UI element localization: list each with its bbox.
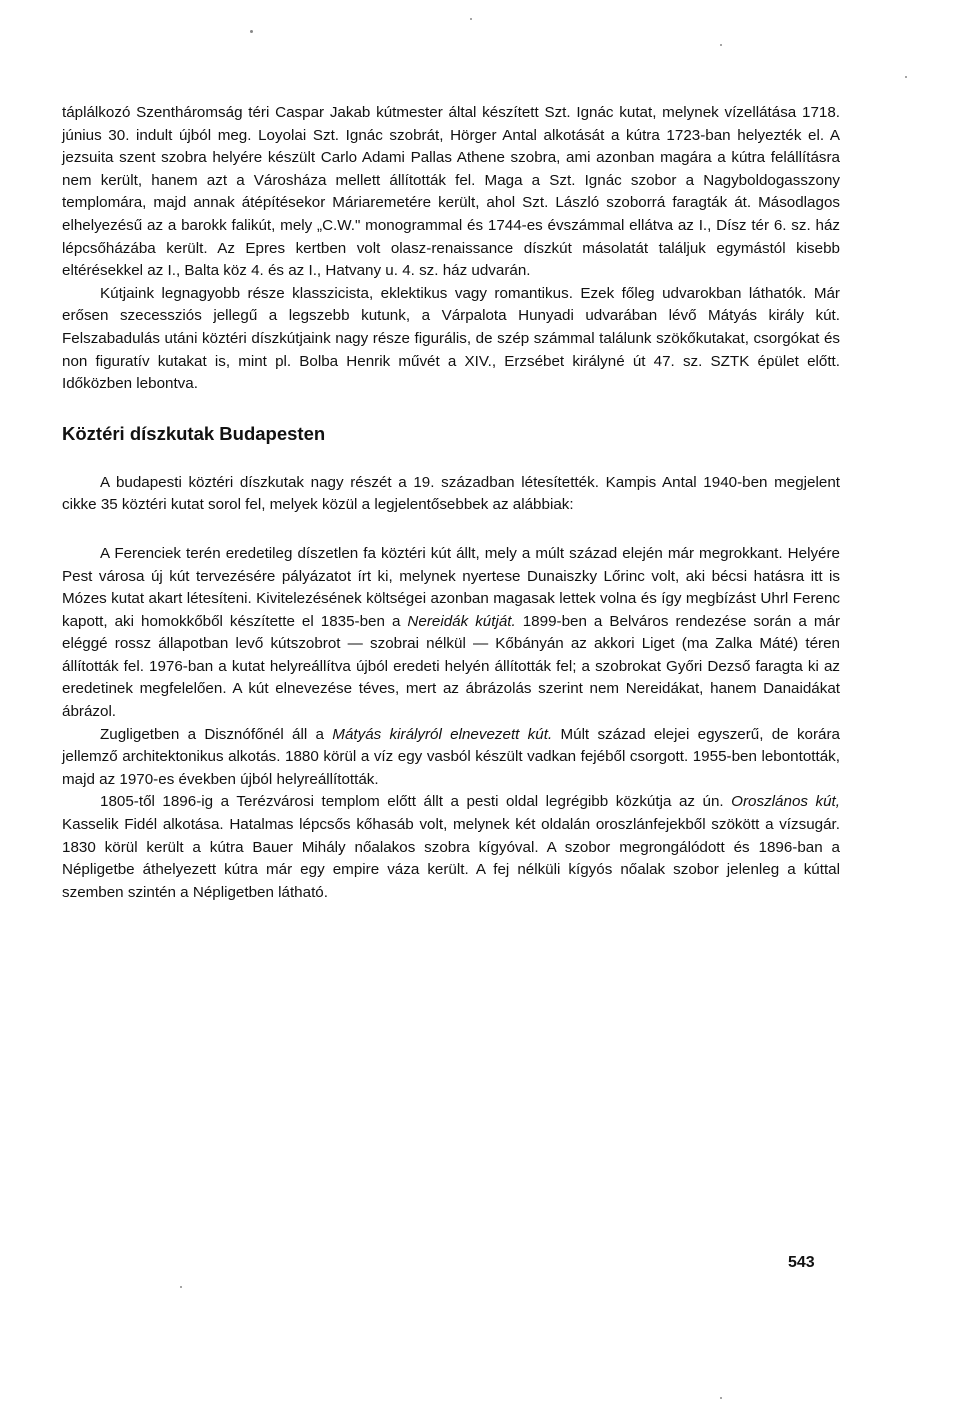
scan-speck [250, 30, 253, 33]
text-run: Múlt század elejei egyszerű, de korára jellemző architektonikus alkotás. 1880 körül a víz egy vasból készült vadkan fejéből csorgott. 1955-ben lebontották, majd az 1970-es években újból helyreállították. [62, 725, 840, 788]
scan-speck [905, 76, 907, 78]
scan-speck [720, 44, 722, 46]
body-paragraph: táplálkozó Szentháromság téri Caspar Jakab kútmester által készített Szt. Ignác kutat, melynek vízellátása 1718. június 30. indult újból meg. Loyolai Szt. Ignác szobrát, Hörger Antal alkotását a kútra 1723-ban helyezték el. A jezsuita szent szobra helyére készült Carlo Adami Pallas Athene szobra, ami azonban magára a kútra felállításra nem került, hanem azt a Városháza mellett állították fel. Maga a Szt. Ignác szobor a Nagyboldogasszony templomára, majd annak átépítésekor Máriaremetére került, ahol Szt. László szoborrá faragták át. Másodlagos elhelyezésű az a barokk falikút, mely „C.W." monogrammal és 1744-es évszámmal ellátva az I., Dísz tér 6. sz. ház lépcsőházába került. Az Epres kertben volt olasz-renaissance díszkút másolatát találjuk egymástól kisebb eltérésekkel az I., Balta köz 4. és az I., Hatvany u. 4. sz. ház udvarán. [62, 104, 840, 280]
intro-paragraph: A budapesti köztéri díszkutak nagy részét a 19. században létesítették. Kampis Antal 1940-ben megjelent cikke 35 köztéri kutat sorol fel, melyek közül a legjelentősebbek az alábbiak: [62, 473, 840, 514]
text-run: A Ferenciek terén eredetileg díszetlen fa köztéri kút állt, mely a múlt század elején már megrokkant. Helyére Pest városa új kút tervezésére pályázatot írt ki, melynek nyertese Dunaiszky Lőrinc volt, aki bécsi hatásra itt is Mózes kutat akart létesíteni. Kivitelezésének költségei azonban magasak lettek volna és így megbízást Uhrl Ferenc kapott, aki homokkőből készítette el 1835-ben a [62, 544, 840, 630]
text-run: Zugligetben a Disznófőnél áll a [100, 725, 333, 743]
body-paragraph: Kútjaink legnagyobb része klasszicista, eklektikus vagy romantikus. Ezek főleg udvarokban láthatók. Már erősen szecessziós jellegű a legszebb kutunk, a Várpalota Hunyadi udvarában lévő Mátyás király kút. Felszabadulás utáni köztéri díszkútjaink nagy része figurális, de szép számmal találunk szökőkutakat, csorgókat és non figuratív kutakat is, mint pl. Bolba Henrik művét a XIV., Erzsébet királyné út 47. sz. SZTK épület előtt. Időközben lebontva. [62, 284, 840, 393]
oroszlanos-paragraph [62, 791, 840, 904]
section-heading: Köztéri díszkutak Budapesten [62, 422, 326, 444]
fountain-name: Nereidák kútját. [407, 612, 516, 630]
text-run: 1899-ben a Belváros rendezése során a már eléggé rossz állapotban levő kútszobrot — szobrai nélkül — Kőbányán az akkori Liget (ma Zalka Máté) téren állították fel. 1976-ban a kutat helyreállítva újból eredeti helyén állították fel; a szobrokat Győri Dezső faragta ki az eredetinek megfelelően. A kút elnevezése téves, mert az ábrázolás szerint nem Nereidákat, hanem Danaidákat ábrázol. [62, 612, 840, 721]
scan-speck [180, 1286, 182, 1288]
fountain-name: Oroszlános kút, [731, 793, 840, 811]
scan-speck [720, 1397, 722, 1399]
zugliget-paragraph [62, 724, 840, 792]
fountain-name: Mátyás királyról elnevezett kút. [332, 725, 553, 743]
text-run: 1805-től 1896-ig a Terézvárosi templom előtt állt a pesti oldal legrégibb közkútja az ún. [100, 793, 732, 811]
scan-speck [470, 18, 472, 20]
ferenciek-paragraph [62, 543, 840, 724]
text-run: Kasselik Fidél alkotása. Hatalmas lépcsős kőhasáb volt, melynek két oldalán oroszlánfejekből szökött a vízsugár. 1830 körül került a kútra Bauer Mihály nőalakos szobra kígyóval. A szobor megrongálódott és 1896-ban a Népligetbe áthelyezett kútra már egy empire váza került. A fej nélküli kígyós nőalak szobor jelenleg a kúttal szemben szintén a Népligetben látható. [62, 816, 840, 901]
page-number: 543 [788, 1254, 815, 1271]
